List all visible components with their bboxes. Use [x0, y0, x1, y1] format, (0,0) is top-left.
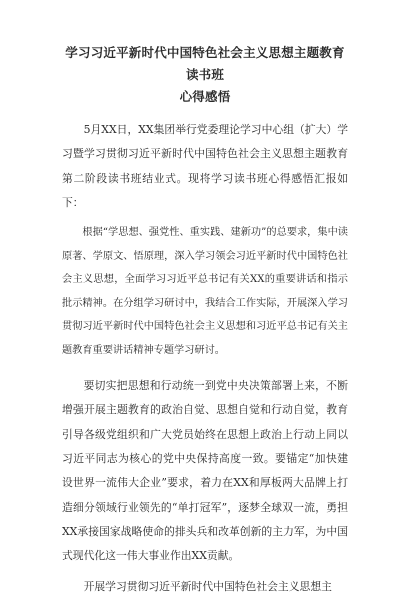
title-line-2: 心得感悟: [179, 89, 231, 104]
document-title: [62, 42, 348, 108]
paragraph-study: 根据“学思想、强党性、重实践、建新功”的总要求，集中读原著、学原文、悟原理，深入学习领会习近平新时代中国特色社会主义思想，全面学习习近平总书记有关XX的重要讲话和指示批示精神。在分组学习研讨中，我结合工作实际，开展深入学习贯彻习近平新时代中国特色社会主义思想和习近平总书记有关主题教育重要讲话精神专题学习研讨。: [62, 227, 348, 356]
paragraph-continued: 开展学习贯彻习近平新时代中国特色社会主义思想主: [83, 579, 332, 593]
paragraph-commitment: 要切实把思想和行动统一到党中央决策部署上来，不断增强开展主题教育的政治自觉、思想自觉和行动自觉，教育引导各级党组织和广大党员始终在思想上政治上行动上同以习近平同志为核心的党中央保持高度一致。要锚定“加快建设世界一流伟大企业”要求，着力在XX和厚板两大品牌上打造细分领域行业领先的“单打冠军”，逐梦全球双一流，勇担XX承接国家战略使命的排头兵和改革创新的主力军，为中国式现代化这一伟大事业作出XX贡献。: [62, 379, 348, 563]
paragraph-intro: 5月XX日，XX集团举行党委理论学习中心组（扩大）学习暨学习贯彻习近平新时代中国特色社会主义思想主题教育第二阶段读书班结业式。现将学习读书班心得感悟汇报如下：: [62, 123, 348, 209]
title-line-1: 学习习近平新时代中国特色社会主义思想主题教育读书班: [65, 45, 345, 82]
